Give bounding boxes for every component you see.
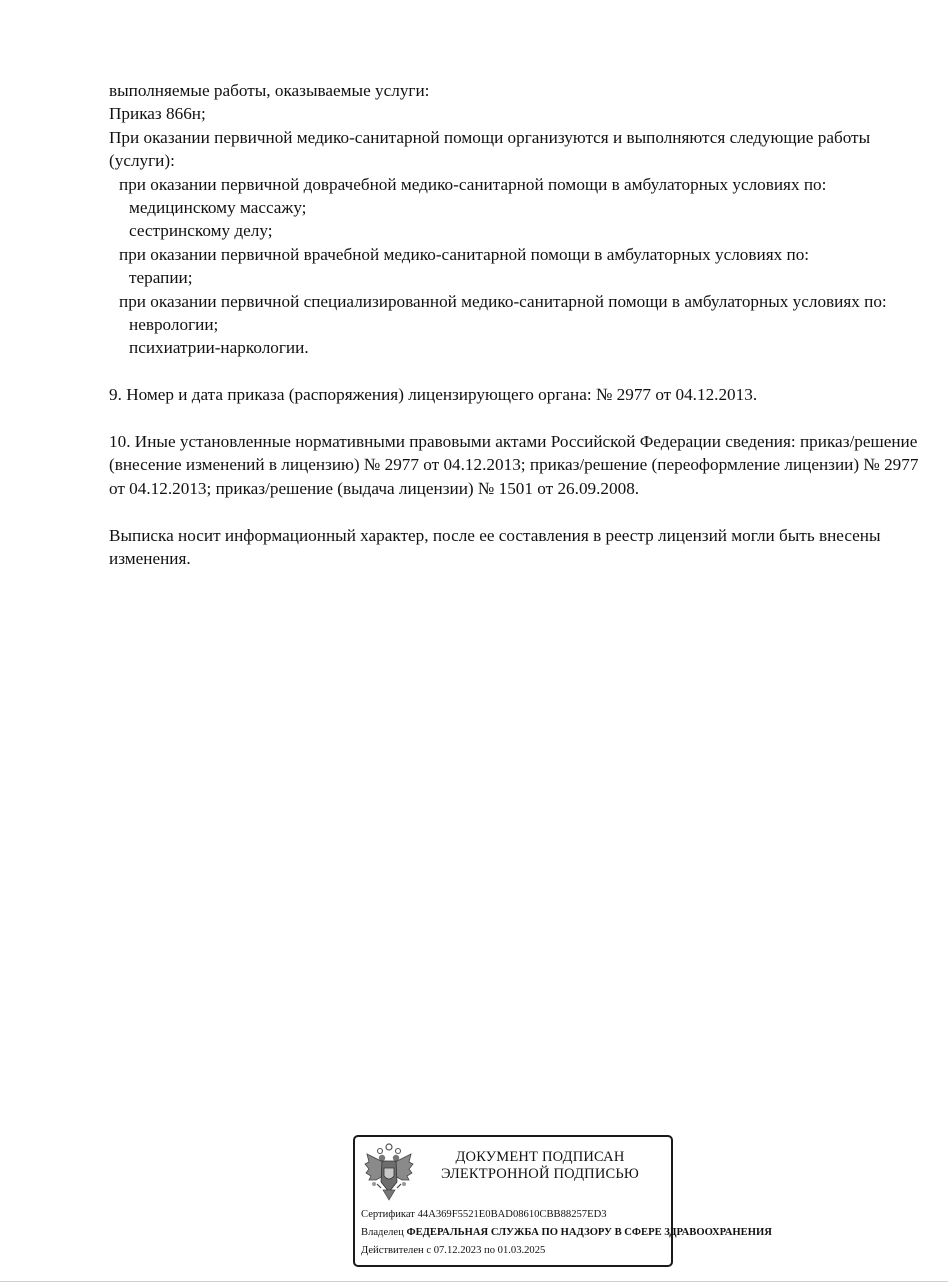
primary-care-intro: При оказании первичной медико-санитарной помощи организуются и выполняются следующие работы (услуги): [109,127,871,171]
stamp-title-line-1: ДОКУМЕНТ ПОДПИСАН [455,1149,625,1165]
certificate-row [361,1208,607,1221]
spacer [109,407,921,430]
page-bottom-divider [0,1281,948,1282]
validity-row: Действителен с 07.12.2023 по 01.03.2025 [361,1245,546,1256]
item-10-other-info: 10. Иные установленные нормативными правовыми актами Российской Федерации сведения: приказ/решение (внесение изменений в лицензию) № 2977 от 04.12.2013; приказ/решение (переоформление лицензии) № 2977 от 04.12.2013; приказ/решение (выдача лицензии) № 1501 от 26.09.2008. [109,432,919,498]
spacer [109,500,921,523]
services-heading: выполняемые работы, оказываемые услуги: [109,81,430,100]
pre-medical-care-heading: при оказании первичной доврачебной медико-санитарной помощи в амбулаторных условиях по: [119,174,827,194]
stamp-title [425,1149,655,1183]
document-body [109,79,921,570]
item-9-order-date: 9. Номер и дата приказа (распоряжения) лицензирующего органа: № 2977 от 04.12.2013. [109,385,758,405]
service-item-therapy: терапии; [129,268,193,288]
spacer [109,360,921,383]
service-item-nursing: сестринскому делу; [129,221,273,241]
certificate-label: Сертификат [361,1209,415,1220]
medical-care-heading: при оказании первичной врачебной медико-санитарной помощи в амбулаторных условиях по: [119,244,810,264]
coat-of-arms-icon [363,1142,415,1202]
service-item-neurology: неврологии; [129,315,219,335]
owner-label: Владелец [361,1227,404,1238]
order-number: Приказ 866н; [109,104,206,124]
certificate-value: 44A369F5521E0BAD08610CBB88257ED3 [417,1209,607,1220]
owner-row [361,1226,772,1239]
service-item-massage: медицинскому массажу; [129,198,307,218]
electronic-signature-stamp [353,1135,772,1267]
specialized-care-heading: при оказании первичной специализированной медико-санитарной помощи в амбулаторных условиях по: [119,291,887,311]
disclaimer-text: Выписка носит информационный характер, после ее составления в реестр лицензий могли быть внесены изменения. [109,525,881,569]
service-item-narcology: психиатрии-наркологии. [129,338,309,358]
stamp-title-line-2: ЭЛЕКТРОННОЙ ПОДПИСЬЮ [440,1166,640,1182]
owner-value: ФЕДЕРАЛЬНАЯ СЛУЖБА ПО НАДЗОРУ В СФЕРЕ ЗДРАВООХРАНЕНИЯ [406,1227,772,1238]
